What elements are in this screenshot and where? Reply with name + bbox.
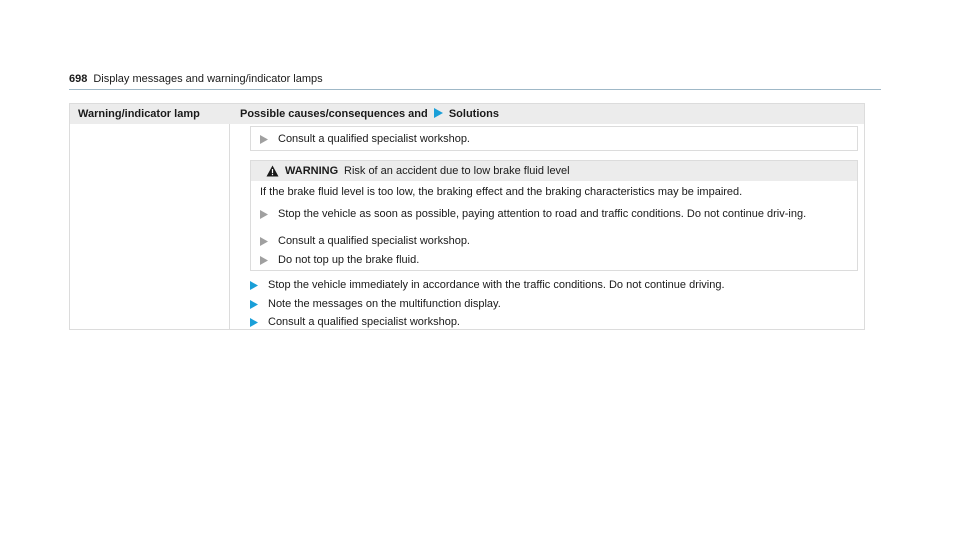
grey-arrow-icon (260, 210, 268, 219)
page-number: 698 (69, 73, 88, 85)
blue-arrow-icon (250, 300, 258, 309)
grey-arrow-icon (260, 135, 268, 144)
col-header-lamp: Warning/indicator lamp (78, 108, 200, 120)
col-header-text-before: Possible causes/consequences and (240, 108, 428, 120)
warning-label: WARNING (285, 165, 339, 177)
table-header-row (70, 104, 864, 124)
warning-title: Risk of an accident due to low brake fluid level (344, 165, 570, 177)
blue-arrow-icon (250, 318, 258, 327)
specialist-box: Consult a qualified specialist workshop. (250, 126, 858, 151)
col-header-text-after: Solutions (448, 108, 499, 120)
column-divider (229, 124, 230, 330)
grey-arrow-icon (260, 256, 268, 265)
solution-arrow-icon (434, 108, 443, 118)
page-header (69, 72, 881, 90)
warning-triangle-icon (266, 165, 279, 177)
grey-arrow-icon (260, 237, 268, 246)
col-header-solutions (240, 104, 499, 124)
warning-lamp-table: Warning/indicator lamp Possible causes/consequences and Solutions Consult a qualified specialist workshop. WARNING Risk of an accident due to low brake fluid level If the brake fluid level is too low, the braking effect and the braking characteristics may be impaired. Stop the vehicle as soon as possible, paying attention to road and traffic conditions. Do not continue driv-ing. Consult a qualified specialist workshop. Do not top up the brake fluid. Stop the vehicle immediately in accordance with the traffic conditions. Do not continue driving. Note the messages on the multifunction display. Consult a qualified specialist workshop. (69, 103, 865, 330)
warning-body: If the brake fluid level is too low, the braking effect and the braking characteristics may be impaired. (260, 186, 743, 198)
warning-box: WARNING Risk of an accident due to low brake fluid level If the brake fluid level is too low, the braking effect and the braking characteristics may be impaired. Stop the vehicle as soon as possible, paying attention to road and traffic conditions. Do not continue driv-ing. Consult a qualified specialist workshop. Do not top up the brake fluid. (250, 160, 858, 271)
blue-arrow-icon (250, 281, 258, 290)
warning-header (251, 161, 857, 181)
page-header-title: Display messages and warning/indicator lamps (93, 73, 323, 85)
